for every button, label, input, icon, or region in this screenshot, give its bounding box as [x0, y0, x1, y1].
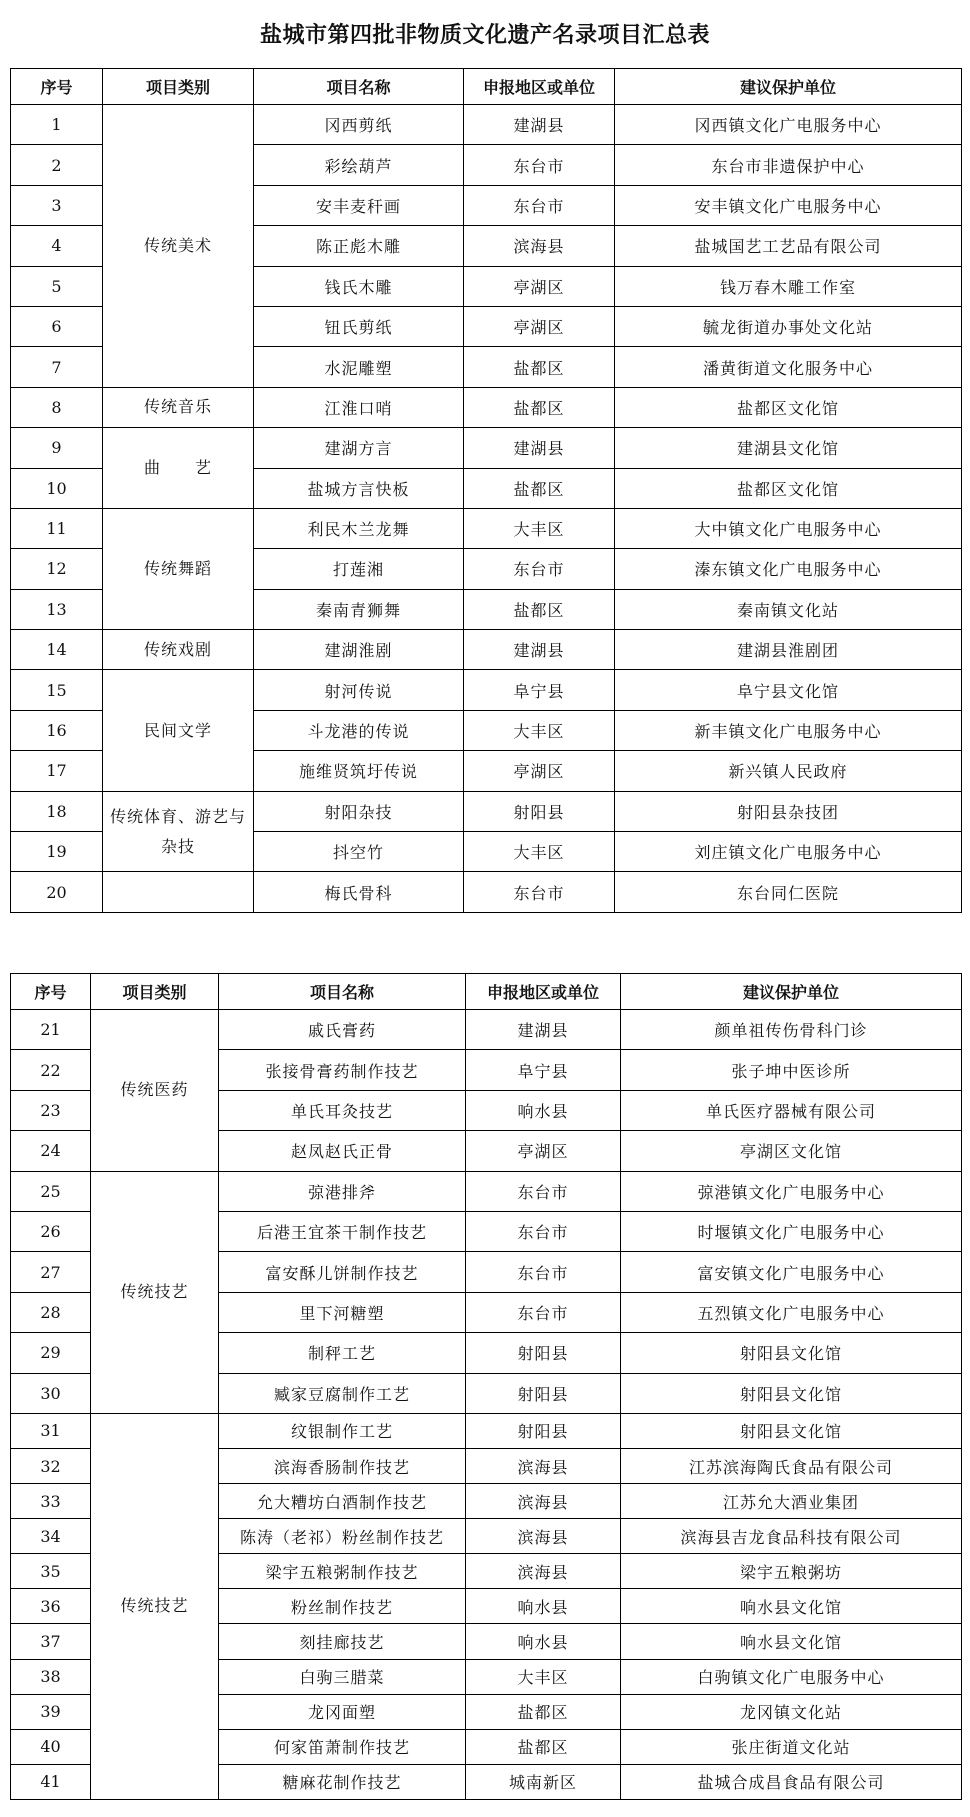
region-cell: 阜宁县 — [464, 670, 615, 710]
project-name-cell: 梁宇五粮粥制作技艺 — [219, 1554, 466, 1589]
protection-unit-cell: 江苏允大酒业集团 — [621, 1484, 962, 1519]
region-cell: 阜宁县 — [466, 1050, 621, 1090]
project-name-cell: 白驹三腊菜 — [219, 1659, 466, 1694]
serial-number-cell: 35 — [11, 1554, 91, 1589]
protection-unit-cell: 时堰镇文化广电服务中心 — [621, 1211, 962, 1251]
protection-unit-cell: 潘黄街道文化服务中心 — [615, 347, 962, 387]
serial-number-cell: 31 — [11, 1413, 91, 1448]
region-cell: 东台市 — [466, 1252, 621, 1292]
table-row — [11, 630, 962, 670]
protection-unit-cell: 亭湖区文化馆 — [621, 1131, 962, 1171]
category-cell: 传统体育、游艺与杂技 — [103, 791, 254, 872]
region-cell: 射阳县 — [464, 791, 615, 831]
serial-number-cell: 2 — [11, 145, 103, 185]
header-serial: 序号 — [11, 69, 103, 105]
protection-unit-cell: 江苏滨海陶氏食品有限公司 — [621, 1449, 962, 1484]
project-name-cell: 何家笛萧制作技艺 — [219, 1729, 466, 1764]
protection-unit-cell: 盐城合成昌食品有限公司 — [621, 1764, 962, 1799]
protection-unit-cell: 响水县文化馆 — [621, 1589, 962, 1624]
region-cell: 滨海县 — [466, 1554, 621, 1589]
region-cell: 滨海县 — [464, 226, 615, 266]
project-name-cell: 纹银制作工艺 — [219, 1413, 466, 1448]
serial-number-cell: 28 — [11, 1292, 91, 1332]
region-cell: 大丰区 — [466, 1659, 621, 1694]
header-project-name: 项目名称 — [219, 974, 466, 1010]
category-cell: 传统戏剧 — [103, 630, 254, 670]
serial-number-cell: 32 — [11, 1449, 91, 1484]
protection-unit-cell: 射阳县文化馆 — [621, 1373, 962, 1413]
header-protection-unit: 建议保护单位 — [621, 974, 962, 1010]
protection-unit-cell: 五烈镇文化广电服务中心 — [621, 1292, 962, 1332]
project-name-cell: 抖空竹 — [254, 832, 464, 872]
project-name-cell: 盐城方言快板 — [254, 468, 464, 508]
project-name-cell: 后港王宜茶干制作技艺 — [219, 1211, 466, 1251]
region-cell: 建湖县 — [466, 1010, 621, 1050]
category-cell — [103, 872, 254, 912]
protection-unit-cell: 滨海县吉龙食品科技有限公司 — [621, 1519, 962, 1554]
serial-number-cell: 40 — [11, 1729, 91, 1764]
protection-unit-cell: 新丰镇文化广电服务中心 — [615, 710, 962, 750]
serial-number-cell: 38 — [11, 1659, 91, 1694]
project-name-cell: 冈西剪纸 — [254, 105, 464, 145]
serial-number-cell: 5 — [11, 266, 103, 306]
project-name-cell: 斗龙港的传说 — [254, 710, 464, 750]
category-cell: 民间文学 — [103, 670, 254, 791]
table-row — [11, 872, 962, 912]
category-cell: 传统技艺 — [91, 1171, 219, 1413]
table-row — [11, 387, 962, 427]
project-name-cell: 单氏耳灸技艺 — [219, 1090, 466, 1130]
protection-unit-cell: 盐城国艺工艺品有限公司 — [615, 226, 962, 266]
serial-number-cell: 24 — [11, 1131, 91, 1171]
serial-number-cell: 18 — [11, 791, 103, 831]
table-row — [11, 791, 962, 831]
region-cell: 亭湖区 — [466, 1131, 621, 1171]
serial-number-cell: 8 — [11, 387, 103, 427]
region-cell: 亭湖区 — [464, 266, 615, 306]
region-cell: 东台市 — [464, 185, 615, 225]
protection-unit-cell: 安丰镇文化广电服务中心 — [615, 185, 962, 225]
serial-number-cell: 23 — [11, 1090, 91, 1130]
protection-unit-cell: 冈西镇文化广电服务中心 — [615, 105, 962, 145]
project-name-cell: 滨海香肠制作技艺 — [219, 1449, 466, 1484]
project-name-cell: 江淮口哨 — [254, 387, 464, 427]
project-name-cell: 彩绘葫芦 — [254, 145, 464, 185]
table-header-row — [11, 974, 962, 1010]
protection-unit-cell: 白驹镇文化广电服务中心 — [621, 1659, 962, 1694]
project-name-cell: 射阳杂技 — [254, 791, 464, 831]
protection-unit-cell: 刘庄镇文化广电服务中心 — [615, 832, 962, 872]
serial-number-cell: 16 — [11, 710, 103, 750]
project-name-cell: 陈涛（老祁）粉丝制作技艺 — [219, 1519, 466, 1554]
region-cell: 东台市 — [464, 145, 615, 185]
protection-unit-cell: 射阳县文化馆 — [621, 1413, 962, 1448]
protection-unit-cell: 建湖县淮剧团 — [615, 630, 962, 670]
region-cell: 大丰区 — [464, 710, 615, 750]
serial-number-cell: 25 — [11, 1171, 91, 1211]
project-name-cell: 施维贤筑圩传说 — [254, 751, 464, 791]
protection-unit-cell: 阜宁县文化馆 — [615, 670, 962, 710]
serial-number-cell: 20 — [11, 872, 103, 912]
project-name-cell: 钮氏剪纸 — [254, 306, 464, 346]
protection-unit-cell: 射阳县杂技团 — [615, 791, 962, 831]
region-cell: 响水县 — [466, 1090, 621, 1130]
protection-unit-cell: 盐都区文化馆 — [615, 387, 962, 427]
region-cell: 响水县 — [466, 1589, 621, 1624]
serial-number-cell: 10 — [11, 468, 103, 508]
region-cell: 盐都区 — [464, 387, 615, 427]
region-cell: 盐都区 — [464, 468, 615, 508]
serial-number-cell: 22 — [11, 1050, 91, 1090]
project-name-cell: 建湖方言 — [254, 428, 464, 468]
region-cell: 城南新区 — [466, 1764, 621, 1799]
protection-unit-cell: 张子坤中医诊所 — [621, 1050, 962, 1090]
region-cell: 东台市 — [464, 872, 615, 912]
serial-number-cell: 14 — [11, 630, 103, 670]
header-serial: 序号 — [11, 974, 91, 1010]
region-cell: 东台市 — [464, 549, 615, 589]
project-name-cell: 安丰麦秆画 — [254, 185, 464, 225]
serial-number-cell: 12 — [11, 549, 103, 589]
project-name-cell: 龙冈面塑 — [219, 1694, 466, 1729]
protection-unit-cell: 弶港镇文化广电服务中心 — [621, 1171, 962, 1211]
header-category: 项目类别 — [103, 69, 254, 105]
project-name-cell: 利民木兰龙舞 — [254, 508, 464, 548]
serial-number-cell: 7 — [11, 347, 103, 387]
protection-unit-cell: 大中镇文化广电服务中心 — [615, 508, 962, 548]
region-cell: 盐都区 — [466, 1729, 621, 1764]
region-cell: 射阳县 — [466, 1413, 621, 1448]
project-name-cell: 建湖淮剧 — [254, 630, 464, 670]
serial-number-cell: 4 — [11, 226, 103, 266]
project-name-cell: 赵凤赵氏正骨 — [219, 1131, 466, 1171]
protection-unit-cell: 钱万春木雕工作室 — [615, 266, 962, 306]
category-cell: 传统技艺 — [91, 1413, 219, 1799]
serial-number-cell: 34 — [11, 1519, 91, 1554]
serial-number-cell: 9 — [11, 428, 103, 468]
table-row — [11, 508, 962, 548]
region-cell: 东台市 — [466, 1211, 621, 1251]
header-project-name: 项目名称 — [254, 69, 464, 105]
protection-unit-cell: 龙冈镇文化站 — [621, 1694, 962, 1729]
page-title: 盐城市第四批非物质文化遗产名录项目汇总表 — [259, 23, 710, 48]
protection-unit-cell: 毓龙街道办事处文化站 — [615, 306, 962, 346]
serial-number-cell: 15 — [11, 670, 103, 710]
protection-unit-cell: 梁宇五粮粥坊 — [621, 1554, 962, 1589]
project-name-cell: 里下河糖塑 — [219, 1292, 466, 1332]
protection-unit-cell: 秦南镇文化站 — [615, 589, 962, 629]
region-cell: 盐都区 — [464, 347, 615, 387]
region-cell: 亭湖区 — [464, 751, 615, 791]
project-name-cell: 富安酥儿饼制作技艺 — [219, 1252, 466, 1292]
serial-number-cell: 41 — [11, 1764, 91, 1799]
table-row — [11, 1413, 962, 1448]
project-name-cell: 糖麻花制作技艺 — [219, 1764, 466, 1799]
region-cell: 射阳县 — [466, 1373, 621, 1413]
project-name-cell: 弶港排斧 — [219, 1171, 466, 1211]
region-cell: 滨海县 — [466, 1449, 621, 1484]
region-cell: 响水县 — [466, 1624, 621, 1659]
protection-unit-cell: 溱东镇文化广电服务中心 — [615, 549, 962, 589]
table-row — [11, 105, 962, 145]
serial-number-cell: 13 — [11, 589, 103, 629]
protection-unit-cell: 建湖县文化馆 — [615, 428, 962, 468]
serial-number-cell: 19 — [11, 832, 103, 872]
serial-number-cell: 26 — [11, 1211, 91, 1251]
region-cell: 亭湖区 — [464, 306, 615, 346]
serial-number-cell: 3 — [11, 185, 103, 225]
region-cell: 滨海县 — [466, 1484, 621, 1519]
region-cell: 建湖县 — [464, 428, 615, 468]
serial-number-cell: 37 — [11, 1624, 91, 1659]
serial-number-cell: 30 — [11, 1373, 91, 1413]
category-cell: 传统舞蹈 — [103, 508, 254, 629]
table-row — [11, 1171, 962, 1211]
region-cell: 射阳县 — [466, 1333, 621, 1373]
project-name-cell: 梅氏骨科 — [254, 872, 464, 912]
region-cell: 大丰区 — [464, 832, 615, 872]
protection-unit-cell: 响水县文化馆 — [621, 1624, 962, 1659]
region-cell: 滨海县 — [466, 1519, 621, 1554]
project-name-cell: 粉丝制作技艺 — [219, 1589, 466, 1624]
project-name-cell: 钱氏木雕 — [254, 266, 464, 306]
serial-number-cell: 29 — [11, 1333, 91, 1373]
protection-unit-cell: 新兴镇人民政府 — [615, 751, 962, 791]
header-category: 项目类别 — [91, 974, 219, 1010]
protection-unit-cell: 张庄街道文化站 — [621, 1729, 962, 1764]
header-region: 申报地区或单位 — [464, 69, 615, 105]
table-row — [11, 1010, 962, 1050]
project-name-cell: 张接骨膏药制作技艺 — [219, 1050, 466, 1090]
heritage-table-2 — [10, 973, 962, 1800]
protection-unit-cell: 东台市非遗保护中心 — [615, 145, 962, 185]
project-name-cell: 打莲湘 — [254, 549, 464, 589]
project-name-cell: 允大糟坊白酒制作技艺 — [219, 1484, 466, 1519]
serial-number-cell: 39 — [11, 1694, 91, 1729]
protection-unit-cell: 射阳县文化馆 — [621, 1333, 962, 1373]
region-cell: 大丰区 — [464, 508, 615, 548]
region-cell: 东台市 — [466, 1292, 621, 1332]
project-name-cell: 秦南青狮舞 — [254, 589, 464, 629]
region-cell: 盐都区 — [464, 589, 615, 629]
project-name-cell: 臧家豆腐制作工艺 — [219, 1373, 466, 1413]
region-cell: 建湖县 — [464, 105, 615, 145]
region-cell: 盐都区 — [466, 1694, 621, 1729]
region-cell: 建湖县 — [464, 630, 615, 670]
serial-number-cell: 21 — [11, 1010, 91, 1050]
protection-unit-cell: 颜单祖传伤骨科门诊 — [621, 1010, 962, 1050]
category-cell: 传统美术 — [103, 105, 254, 388]
project-name-cell: 戚氏膏药 — [219, 1010, 466, 1050]
table-row — [11, 670, 962, 710]
protection-unit-cell: 盐都区文化馆 — [615, 468, 962, 508]
protection-unit-cell: 东台同仁医院 — [615, 872, 962, 912]
protection-unit-cell: 单氏医疗器械有限公司 — [621, 1090, 962, 1130]
region-cell: 东台市 — [466, 1171, 621, 1211]
category-cell: 曲 艺 — [103, 428, 254, 509]
serial-number-cell: 1 — [11, 105, 103, 145]
project-name-cell: 刻挂廊技艺 — [219, 1624, 466, 1659]
project-name-cell: 陈正彪木雕 — [254, 226, 464, 266]
table-row — [11, 428, 962, 468]
serial-number-cell: 17 — [11, 751, 103, 791]
category-cell: 传统医药 — [91, 1010, 219, 1172]
project-name-cell: 制秤工艺 — [219, 1333, 466, 1373]
serial-number-cell: 27 — [11, 1252, 91, 1292]
serial-number-cell: 33 — [11, 1484, 91, 1519]
serial-number-cell: 11 — [11, 508, 103, 548]
category-cell: 传统音乐 — [103, 387, 254, 427]
table-header-row — [11, 69, 962, 105]
header-region: 申报地区或单位 — [466, 974, 621, 1010]
project-name-cell: 射河传说 — [254, 670, 464, 710]
header-protection-unit: 建议保护单位 — [615, 69, 962, 105]
protection-unit-cell: 富安镇文化广电服务中心 — [621, 1252, 962, 1292]
serial-number-cell: 6 — [11, 306, 103, 346]
project-name-cell: 水泥雕塑 — [254, 347, 464, 387]
heritage-table-1 — [10, 68, 962, 913]
serial-number-cell: 36 — [11, 1589, 91, 1624]
